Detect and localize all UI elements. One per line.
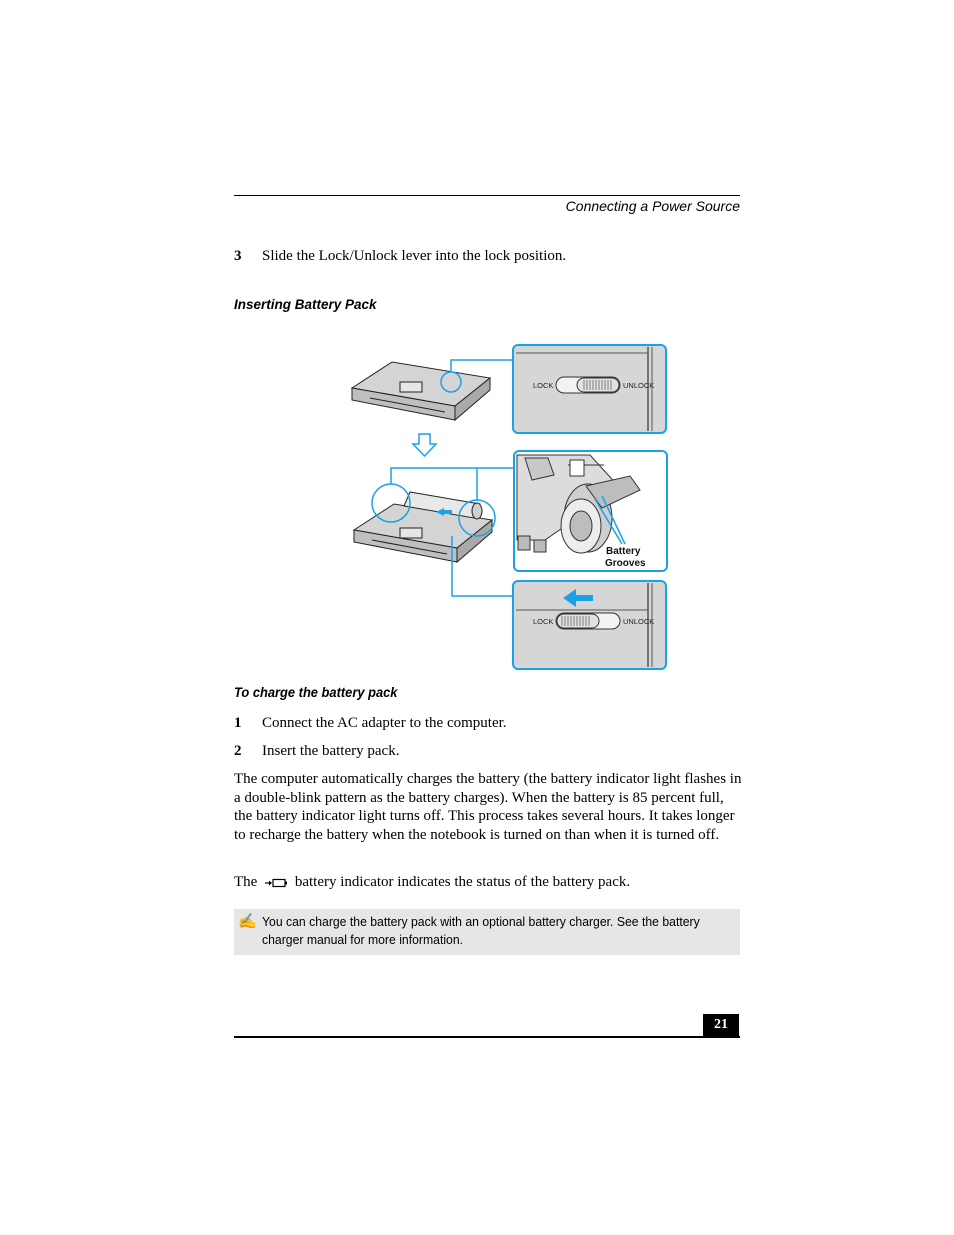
panel-battery-grooves xyxy=(514,451,667,571)
panel-lever-lock xyxy=(513,581,666,669)
grooves-label-line1: Battery xyxy=(606,546,641,557)
laptop-top-illustration xyxy=(352,362,490,420)
callout-line-middle-a xyxy=(391,468,514,484)
charge-paragraph: The computer automatically charges the battery (the battery indicator light flashes in a double-blink pattern as the battery charges). When the battery is 85 percent full, the battery indicator light turns off. This process takes several hours. It takes longer to recharge the battery when the notebook is turned on than when it is turned off. xyxy=(234,771,742,844)
charge-step-2 xyxy=(234,741,399,761)
battery-indicator-icon xyxy=(264,877,288,889)
indicator-after-text: battery indicator indicates the status of the battery pack. xyxy=(294,874,631,890)
page-number: 21 xyxy=(703,1014,739,1036)
grooves-label-line2: Grooves xyxy=(605,558,646,569)
step-number: 1 xyxy=(234,715,242,731)
running-head: Connecting a Power Source xyxy=(565,198,740,214)
charge-heading: To charge the battery pack xyxy=(234,684,398,700)
lock-label-bottom: LOCK xyxy=(533,617,554,626)
laptop-bottom-illustration xyxy=(354,492,492,562)
header-rule xyxy=(234,195,740,196)
step-text: Slide the Lock/Unlock lever into the lock position. xyxy=(262,248,567,264)
unlock-label-bottom: UNLOCK xyxy=(623,617,655,626)
down-arrow-icon xyxy=(413,434,436,456)
unlock-label-top: UNLOCK xyxy=(623,381,655,390)
footer-rule xyxy=(234,1036,740,1038)
callout-line-top xyxy=(451,360,514,372)
step-text: Connect the AC adapter to the computer. xyxy=(262,715,507,731)
step-number: 2 xyxy=(234,743,242,759)
step-number: 3 xyxy=(234,248,242,264)
step-3 xyxy=(234,246,566,266)
step-text: Insert the battery pack. xyxy=(262,743,400,759)
indicator-sentence xyxy=(234,873,744,892)
figure-caption: Inserting Battery Pack xyxy=(234,297,377,312)
pencil-note-icon: ✍ xyxy=(238,914,257,930)
panel-lever-unlock xyxy=(513,345,666,433)
battery-figure xyxy=(340,340,680,675)
lock-label-top: LOCK xyxy=(533,381,554,390)
note-text: You can charge the battery pack with an optional battery charger. See the battery charger manual for more information. xyxy=(262,914,700,947)
indicator-before-text: The xyxy=(234,874,258,890)
charge-step-1 xyxy=(234,713,507,733)
